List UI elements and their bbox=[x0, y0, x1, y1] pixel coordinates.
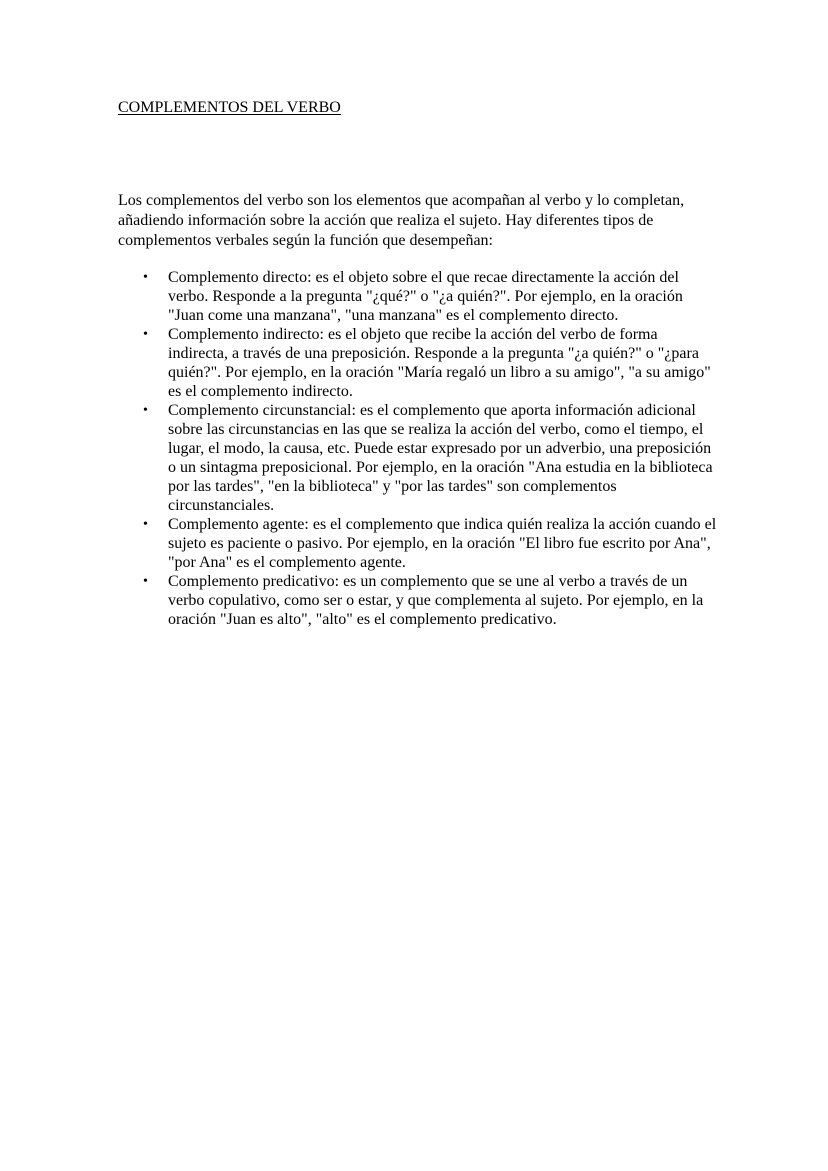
intro-paragraph: Los complementos del verbo son los elementos que acompañan al verbo y lo completan, añadiendo información sobre la acción que realiza el sujeto. Hay diferentes tipos de complementos verbales según la función que desempeñan: bbox=[118, 192, 685, 249]
list-item bbox=[118, 515, 718, 572]
bullet-icon: • bbox=[143, 327, 148, 342]
list-item-text: Complemento directo: es el objeto sobre el que recae directamente la acción del verbo. Responde a la pregunta "¿qué?" o "¿a quién?". Por ejemplo, en la oración "Juan come una manzana", "una manzana" es el complemento directo. bbox=[168, 269, 683, 324]
bullet-icon: • bbox=[143, 403, 148, 418]
list-item bbox=[118, 325, 718, 401]
list-item-text: Complemento agente: es el complemento que indica quién realiza la acción cuando el sujeto es paciente o pasivo. Por ejemplo, en la oración "El libro fue escrito por Ana", "por Ana" es el complemento agente. bbox=[168, 516, 717, 571]
list-item-text: Complemento circunstancial: es el complemento que aporta información adicional sobre las circunstancias en las que se realiza la acción del verbo, como el tiempo, el lugar, el modo, la causa, etc. Puede estar expresado por un adverbio, una preposición o un sintagma preposicional. Por ejemplo, en la oración "Ana estudia en la biblioteca por las tardes", "en la biblioteca" y "por las tardes" son complementos circunstanciales. bbox=[168, 402, 713, 514]
list-item bbox=[118, 572, 718, 629]
list-item-text: Complemento indirecto: es el objeto que recibe la acción del verbo de forma indirecta, a través de una preposición. Responde a la pregunta "¿a quién?" o "¿para quién?". Por ejemplo, en la oración "María regaló un libro a su amigo", "a su amigo" es el complemento indirecto. bbox=[168, 326, 711, 400]
complements-list bbox=[118, 268, 718, 629]
bullet-icon: • bbox=[143, 574, 148, 589]
list-item-text: Complemento predicativo: es un complemento que se une al verbo a través de un verbo copulativo, como ser o estar, y que complementa al sujeto. Por ejemplo, en la oración "Juan es alto", "alto" es el complemento predicativo. bbox=[168, 573, 704, 628]
bullet-icon: • bbox=[143, 270, 148, 285]
list-item bbox=[118, 268, 718, 325]
list-item bbox=[118, 401, 718, 515]
bullet-icon: • bbox=[143, 517, 148, 532]
page-title: COMPLEMENTOS DEL VERBO bbox=[118, 99, 341, 116]
